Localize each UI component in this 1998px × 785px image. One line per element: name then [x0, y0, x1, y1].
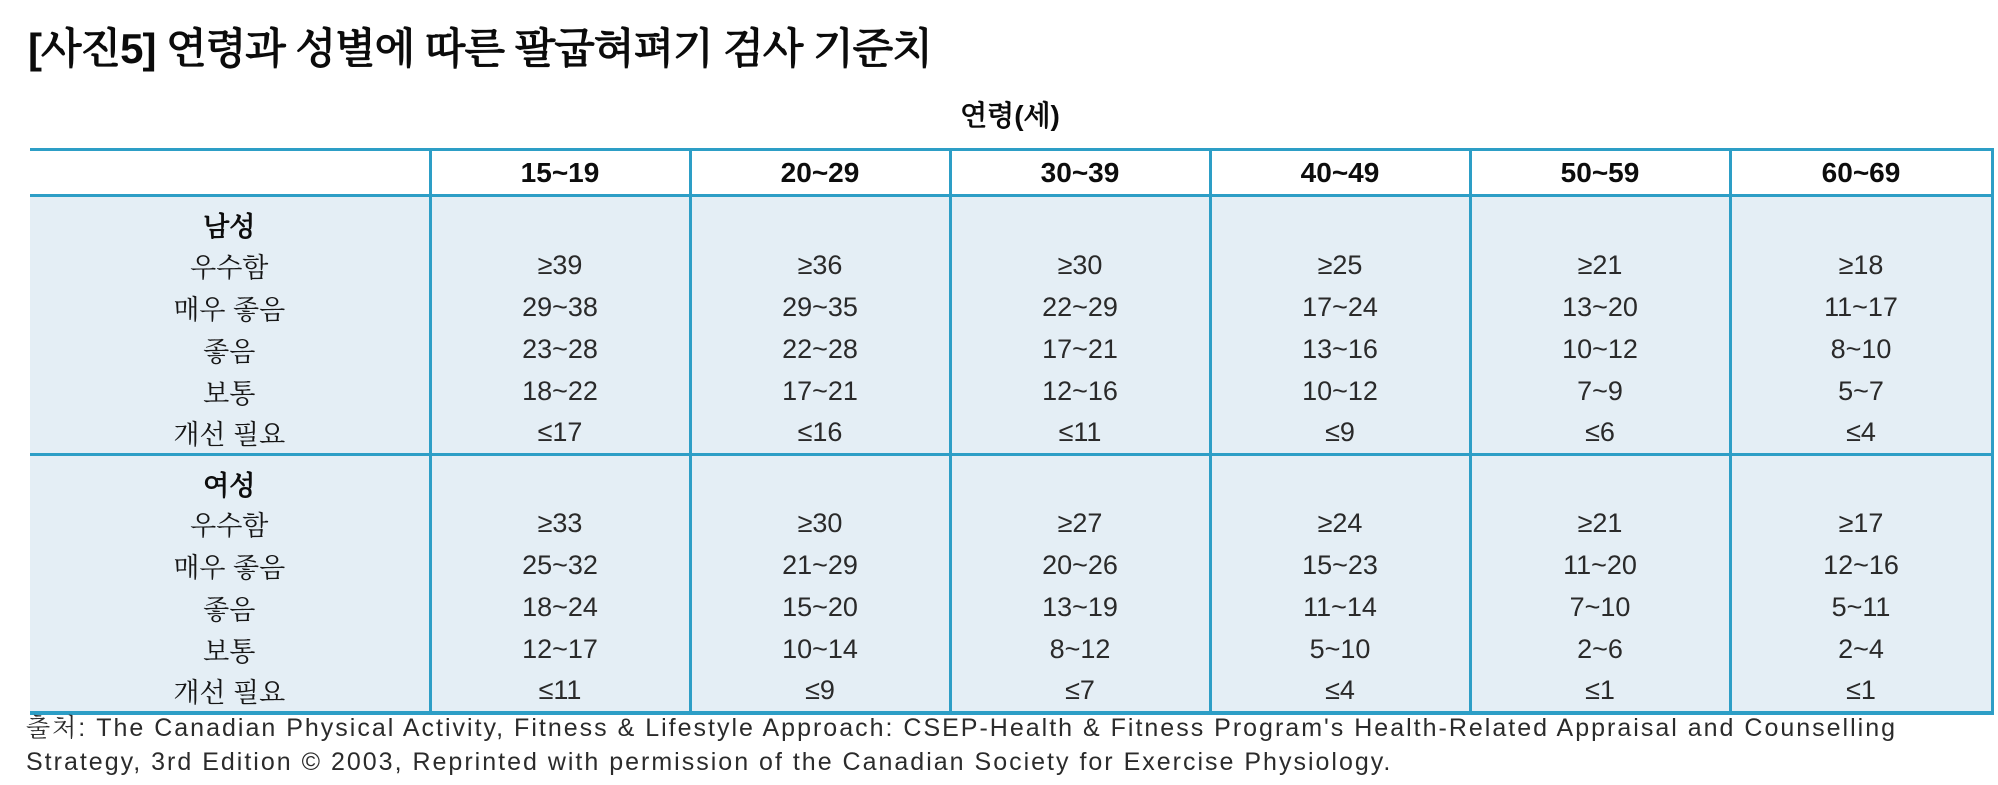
table-cell: ≥36: [690, 244, 950, 286]
table-row: [30, 503, 1992, 545]
table-cell: 13~19: [950, 587, 1210, 629]
table-row: [30, 671, 1992, 713]
table-cell: ≤4: [1210, 671, 1470, 713]
table-cell: ≤1: [1470, 671, 1730, 713]
table-cell: [1210, 454, 1470, 503]
table-cell: 11~17: [1730, 286, 1992, 328]
table-cell: 15~20: [690, 587, 950, 629]
table-row-gender-male: [30, 196, 1992, 245]
table-cell: 22~29: [950, 286, 1210, 328]
table-row: [30, 545, 1992, 587]
table-cell: 13~16: [1210, 328, 1470, 370]
gender-label: 여성: [30, 454, 430, 503]
corner-cell: [30, 150, 430, 196]
column-header: 15~19: [430, 150, 690, 196]
table-cell: 5~7: [1730, 370, 1992, 412]
table-cell: 17~21: [950, 328, 1210, 370]
table-cell: ≥30: [690, 503, 950, 545]
table-cell: ≤9: [690, 671, 950, 713]
table-cell: [1210, 196, 1470, 245]
row-label: 좋음: [30, 328, 430, 370]
row-label: 개선 필요: [30, 671, 430, 713]
column-header: 50~59: [1470, 150, 1730, 196]
table-cell: ≥24: [1210, 503, 1470, 545]
table-cell: [690, 196, 950, 245]
table-cell: 21~29: [690, 545, 950, 587]
table-cell: 2~6: [1470, 629, 1730, 671]
table-cell: [1470, 196, 1730, 245]
column-header: 40~49: [1210, 150, 1470, 196]
table-cell: ≤6: [1470, 412, 1730, 454]
table-cell: 17~21: [690, 370, 950, 412]
table-cell: 20~26: [950, 545, 1210, 587]
table-cell: 2~4: [1730, 629, 1992, 671]
table-cell: [430, 196, 690, 245]
table-row: [30, 629, 1992, 671]
table-cell: ≤11: [430, 671, 690, 713]
table-cell: ≤1: [1730, 671, 1992, 713]
table-cell: 17~24: [1210, 286, 1470, 328]
table-cell: 12~16: [1730, 545, 1992, 587]
table-row: [30, 244, 1992, 286]
table-cell: 10~12: [1470, 328, 1730, 370]
table-cell: ≤7: [950, 671, 1210, 713]
table-cell: [1470, 454, 1730, 503]
table-cell: [690, 454, 950, 503]
table-row: [30, 587, 1992, 629]
table-cell: [950, 196, 1210, 245]
table-cell: ≥18: [1730, 244, 1992, 286]
row-label: 우수함: [30, 503, 430, 545]
table-cell: 7~10: [1470, 587, 1730, 629]
table-cell: ≤11: [950, 412, 1210, 454]
row-label: 보통: [30, 629, 430, 671]
table-cell: ≤9: [1210, 412, 1470, 454]
table-cell: 10~14: [690, 629, 950, 671]
table-header-row: [30, 150, 1992, 196]
table-cell: [430, 454, 690, 503]
table-cell: 29~38: [430, 286, 690, 328]
table-cell: 5~10: [1210, 629, 1470, 671]
table-cell: ≥25: [1210, 244, 1470, 286]
table-cell: 18~22: [430, 370, 690, 412]
table-cell: 23~28: [430, 328, 690, 370]
table-cell: ≥39: [430, 244, 690, 286]
table-cell: 22~28: [690, 328, 950, 370]
table-cell: ≥21: [1470, 244, 1730, 286]
table-cell: 13~20: [1470, 286, 1730, 328]
page-title: [사진5] 연령과 성별에 따른 팔굽혀펴기 검사 기준치: [28, 25, 932, 72]
table-cell: ≥33: [430, 503, 690, 545]
table-cell: 11~20: [1470, 545, 1730, 587]
table-cell: 5~11: [1730, 587, 1992, 629]
table-row: [30, 328, 1992, 370]
table-cell: 7~9: [1470, 370, 1730, 412]
gender-label: 남성: [30, 196, 430, 245]
table-cell: 15~23: [1210, 545, 1470, 587]
table-cell: ≤4: [1730, 412, 1992, 454]
row-label: 매우 좋음: [30, 286, 430, 328]
table-cell: [1730, 196, 1992, 245]
table-cell: [950, 454, 1210, 503]
table-cell: ≥17: [1730, 503, 1992, 545]
row-label: 보통: [30, 370, 430, 412]
table-cell: 12~16: [950, 370, 1210, 412]
table-cell: 25~32: [430, 545, 690, 587]
table-cell: ≥30: [950, 244, 1210, 286]
row-label: 개선 필요: [30, 412, 430, 454]
table-cell: ≤16: [690, 412, 950, 454]
table-cell: [1730, 454, 1992, 503]
column-header: 30~39: [950, 150, 1210, 196]
source-citation: 출처: The Canadian Physical Activity, Fitness & Lifestyle Approach: CSEP-Health & Fitness Program's Health-Related Appraisal and Counselling Strategy, 3rd Edition © 2003, Reprinted with permission of the Canadian Society for Exercise Physiology.: [26, 714, 1898, 776]
row-label: 우수함: [30, 244, 430, 286]
table-cell: 8~12: [950, 629, 1210, 671]
row-label: 좋음: [30, 587, 430, 629]
age-axis-label: 연령(세): [960, 100, 1060, 131]
table-cell: 12~17: [430, 629, 690, 671]
column-header: 20~29: [690, 150, 950, 196]
table-cell: 29~35: [690, 286, 950, 328]
table-row: [30, 412, 1992, 454]
norms-table: [30, 148, 1994, 715]
table-cell: ≤17: [430, 412, 690, 454]
table-cell: 10~12: [1210, 370, 1470, 412]
table-row: [30, 370, 1992, 412]
table-row: [30, 286, 1992, 328]
table-cell: 18~24: [430, 587, 690, 629]
table-cell: ≥27: [950, 503, 1210, 545]
row-label: 매우 좋음: [30, 545, 430, 587]
table-row-gender-female: [30, 454, 1992, 503]
table-cell: ≥21: [1470, 503, 1730, 545]
table-cell: 11~14: [1210, 587, 1470, 629]
table-cell: 8~10: [1730, 328, 1992, 370]
column-header: 60~69: [1730, 150, 1992, 196]
